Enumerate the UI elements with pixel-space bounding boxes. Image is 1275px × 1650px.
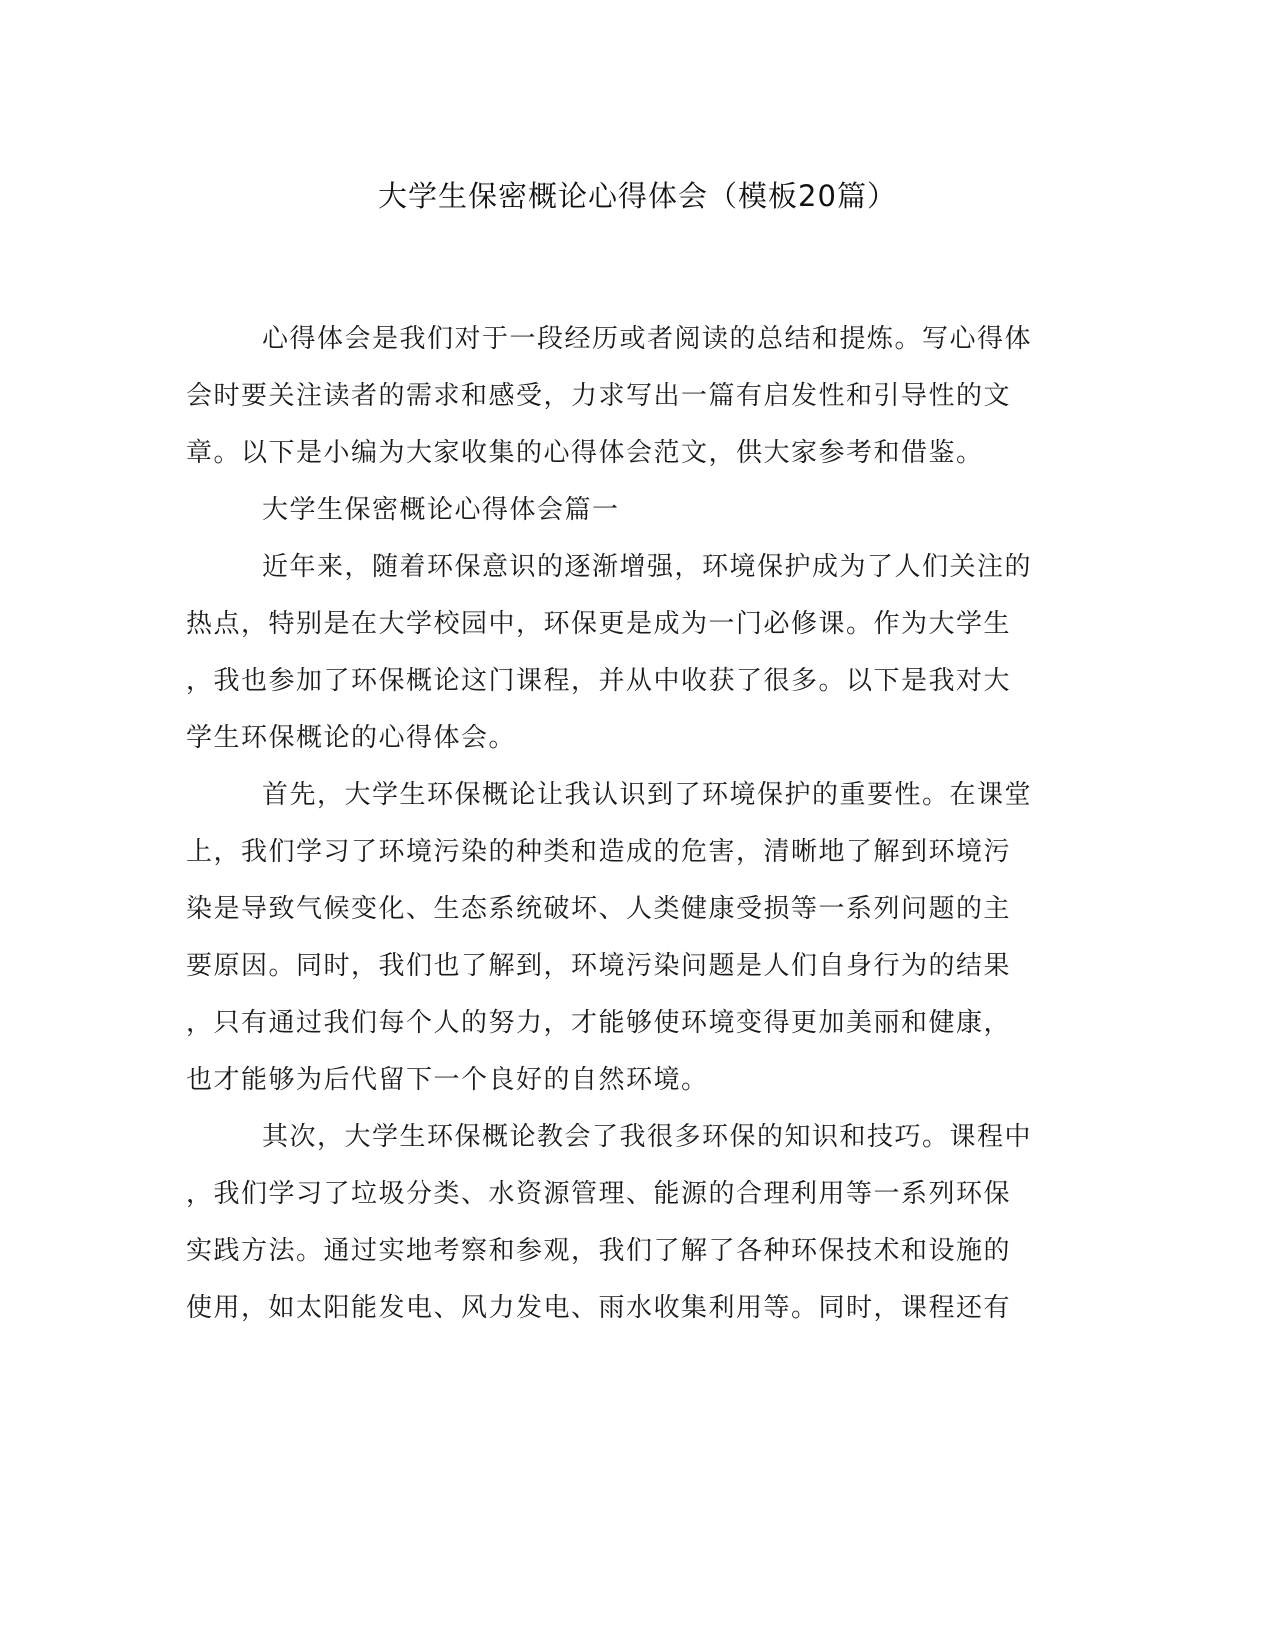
document-title: 大学生保密概论心得体会（模板20篇） — [378, 179, 897, 213]
text-line: 上，我们学习了环境污染的种类和造成的危害，清晰地了解到环境污 — [186, 837, 1012, 867]
text-line: 染是导致气候变化、生态系统破坏、人类健康受损等一系列问题的主 — [186, 894, 1012, 924]
text-line: 首先，大学生环保概论让我认识到了环境保护的重要性。在课堂 — [262, 780, 1033, 810]
text-line: ，我也参加了环保概论这门课程，并从中收获了很多。以下是我对大 — [186, 666, 1012, 696]
text-line: 会时要关注读者的需求和感受，力求写出一篇有启发性和引导性的文 — [186, 381, 1012, 411]
text-line: 实践方法。通过实地考察和参观，我们了解了各种环保技术和设施的 — [186, 1236, 1012, 1266]
text-line: 学生环保概论的心得体会。 — [186, 723, 517, 753]
text-line: 近年来，随着环保意识的逐渐增强，环境保护成为了人们关注的 — [262, 552, 1033, 582]
text-line: 也才能够为后代留下一个良好的自然环境。 — [186, 1065, 709, 1095]
text-line: 使用，如太阳能发电、风力发电、雨水收集利用等。同时，课程还有 — [186, 1293, 1012, 1323]
text-line: 热点，特别是在大学校园中，环保更是成为一门必修课。作为大学生 — [186, 609, 1012, 639]
text-line: 其次，大学生环保概论教会了我很多环保的知识和技巧。课程中 — [262, 1122, 1033, 1152]
text-line: ，只有通过我们每个人的努力，才能够使环境变得更加美丽和健康， — [186, 1008, 1012, 1038]
section-heading: 大学生保密概论心得体会篇一 — [262, 495, 620, 525]
text-line: 要原因。同时，我们也了解到，环境污染问题是人们自身行为的结果 — [186, 951, 1012, 981]
text-line: ，我们学习了垃圾分类、水资源管理、能源的合理利用等一系列环保 — [186, 1179, 1012, 1209]
text-line: 章。以下是小编为大家收集的心得体会范文，供大家参考和借鉴。 — [186, 438, 984, 468]
text-line: 心得体会是我们对于一段经历或者阅读的总结和提炼。写心得体 — [262, 324, 1033, 354]
